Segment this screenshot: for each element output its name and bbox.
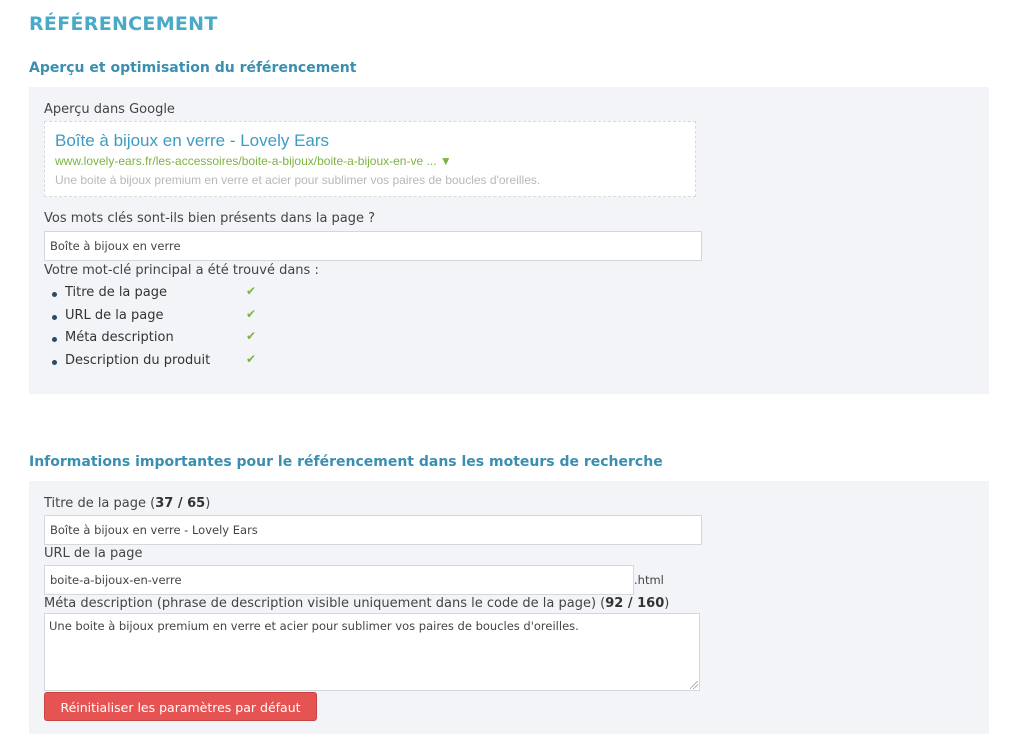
- meta-description-text: Une boite à bijoux premium en verre et acier pour sublimer vos paires de boucles d'oreilles.: [49, 619, 579, 633]
- check-icon: ✔: [246, 284, 257, 298]
- keyword-checklist: [51, 284, 257, 376]
- bullet-icon: [52, 337, 57, 342]
- preview-section-heading: Aperçu et optimisation du référencement: [29, 60, 357, 76]
- google-preview-label: Aperçu dans Google: [44, 102, 175, 117]
- reset-defaults-button[interactable]: Réinitialiser les paramètres par défaut: [44, 692, 317, 721]
- bullet-icon: [52, 315, 57, 320]
- keywords-input[interactable]: [44, 231, 702, 261]
- check-icon: ✔: [246, 329, 257, 344]
- bullet-icon: [52, 360, 57, 365]
- preview-panel: [29, 87, 989, 394]
- google-preview-description: Une boite à bijoux premium en verre et acier pour sublimer vos paires de boucles d'oreilles.: [55, 173, 541, 187]
- check-item-label: URL de la page: [65, 307, 164, 323]
- meta-field-label: [44, 596, 669, 611]
- google-preview-title: Boîte à bijoux en verre - Lovely Ears: [55, 131, 330, 150]
- keyword-found-label: Votre mot-clé principal a été trouvé dans :: [44, 263, 319, 278]
- resize-handle-icon[interactable]: [690, 681, 698, 689]
- list-item: [51, 352, 257, 376]
- info-panel: [29, 481, 989, 734]
- title-label-text: Titre de la page (: [44, 496, 156, 511]
- page-title: RÉFÉRENCEMENT: [29, 13, 218, 35]
- bullet-icon: [52, 292, 57, 297]
- check-icon: ✔: [246, 352, 257, 367]
- title-label-end: ): [205, 496, 211, 511]
- url-field-label: URL de la page: [44, 546, 143, 561]
- info-section-heading: Informations importantes pour le référencement dans les moteurs de recherche: [29, 454, 663, 470]
- check-item-label: Titre de la page: [65, 285, 168, 300]
- google-preview-box: [44, 121, 696, 197]
- check-item-label: Méta description: [65, 330, 174, 346]
- chevron-down-icon: ▼: [439, 154, 452, 168]
- title-field-label: [44, 496, 210, 511]
- google-preview-url-text: www.lovely-ears.fr/les-accessoires/boite-a-bijoux/boite-a-bijoux-en-ve ...: [55, 154, 437, 168]
- title-char-count: 37 / 65: [155, 496, 206, 511]
- google-preview-url: [55, 152, 685, 170]
- check-item-label: Description du produit: [65, 353, 211, 369]
- meta-char-count: 92 / 160: [605, 596, 665, 611]
- list-item: [51, 306, 257, 331]
- meta-description-textarea[interactable]: [44, 613, 700, 691]
- meta-label-text: Méta description (phrase de description visible uniquement dans le code de la page) (: [44, 596, 606, 611]
- page-title-input[interactable]: [44, 515, 702, 545]
- url-suffix: .html: [634, 573, 664, 587]
- meta-label-end: ): [664, 596, 670, 611]
- keywords-label: Vos mots clés sont-ils bien présents dans la page ?: [44, 211, 376, 226]
- check-icon: ✔: [246, 306, 257, 321]
- list-item: [51, 284, 257, 308]
- url-input[interactable]: [44, 565, 634, 595]
- list-item: [51, 329, 257, 353]
